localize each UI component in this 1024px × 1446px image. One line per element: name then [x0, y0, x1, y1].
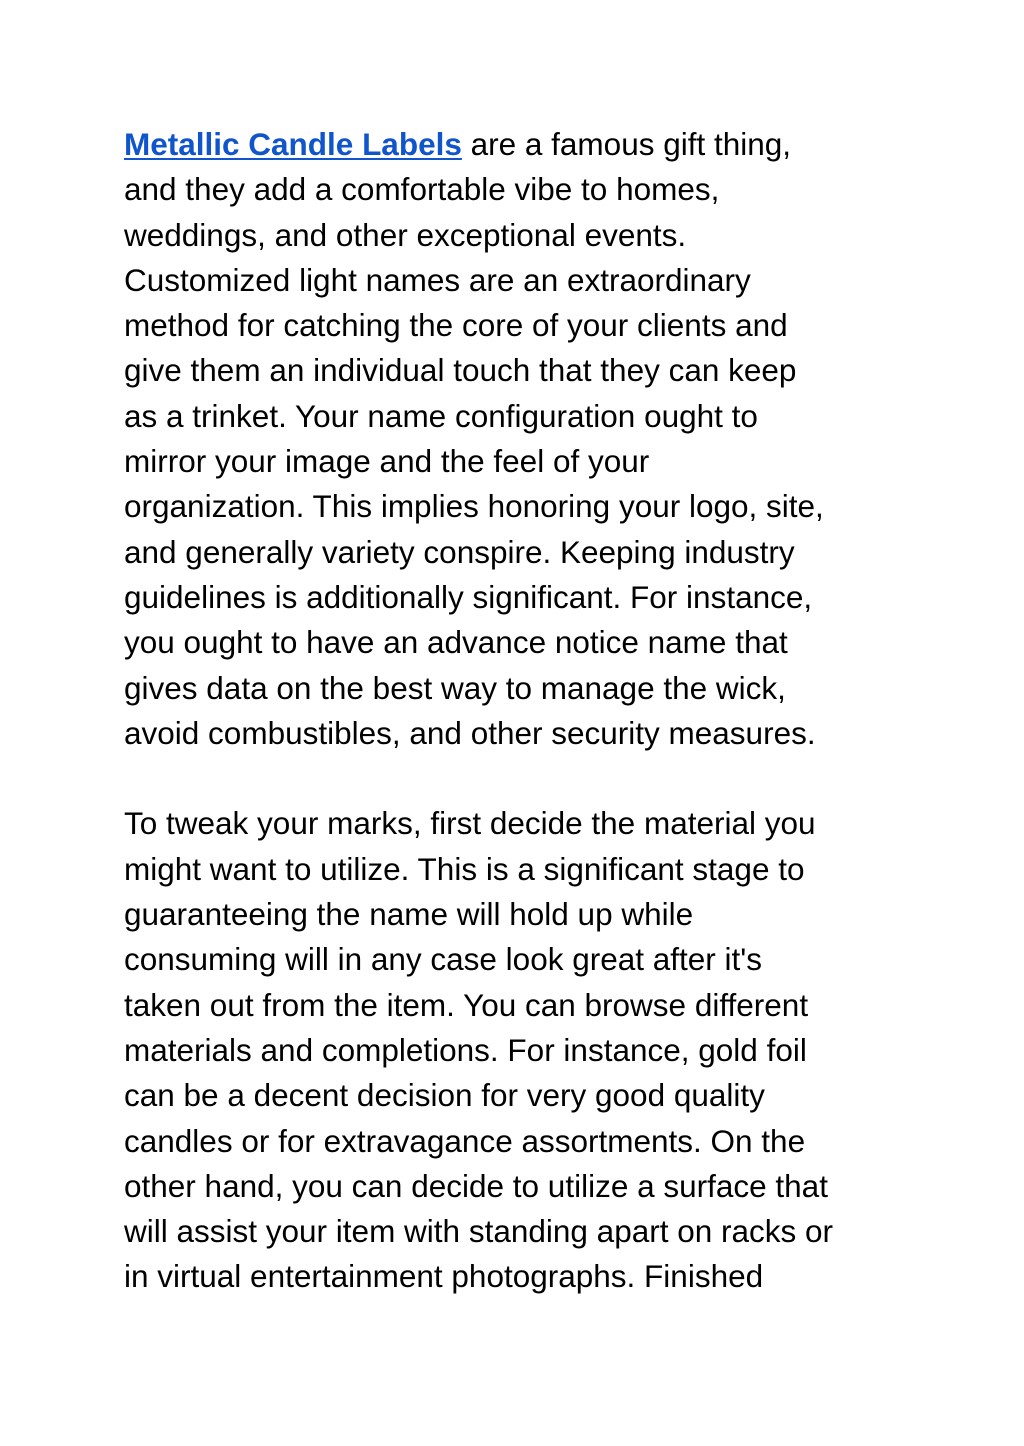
- paragraph-line: guaranteeing the name will hold up while: [124, 896, 694, 933]
- paragraph-line: Customized light names are an extraordinary: [124, 261, 751, 298]
- paragraph-line: gives data on the best way to manage the wick,: [124, 669, 786, 706]
- paragraph-2: [124, 801, 914, 1299]
- line-text: are a famous gift thing,: [461, 126, 792, 162]
- paragraph-line: [124, 122, 914, 167]
- paragraph-line: guidelines is additionally significant. For instance,: [124, 578, 813, 615]
- paragraph-line: weddings, and other exceptional events.: [124, 216, 687, 253]
- paragraph-line: mirror your image and the feel of your: [124, 443, 650, 480]
- paragraph-line: To tweak your marks, first decide the material you: [124, 805, 816, 842]
- paragraph-line: give them an individual touch that they can keep: [124, 352, 797, 389]
- paragraph-1: [124, 122, 914, 756]
- paragraph-line: candles or for extravagance assortments. On the: [124, 1122, 806, 1159]
- paragraph-line: will assist your item with standing apart on racks or: [124, 1213, 834, 1250]
- paragraph-line: materials and completions. For instance, gold foil: [124, 1031, 807, 1068]
- paragraph-line: in virtual entertainment photographs. Finished: [124, 1258, 764, 1295]
- document-body: [124, 122, 914, 1300]
- paragraph-line: might want to utilize. This is a significant stage to: [124, 850, 805, 887]
- paragraph-line: and generally variety conspire. Keeping industry: [124, 533, 795, 570]
- paragraph-line: and they add a comfortable vibe to homes,: [124, 171, 720, 208]
- metallic-candle-labels-link[interactable]: Metallic Candle Labels: [124, 126, 462, 162]
- paragraph-line: avoid combustibles, and other security measures.: [124, 714, 816, 751]
- paragraph-line: other hand, you can decide to utilize a surface that: [124, 1167, 828, 1204]
- paragraph-line: taken out from the item. You can browse different: [124, 986, 809, 1023]
- paragraph-line: you ought to have an advance notice name that: [124, 624, 788, 661]
- paragraph-line: can be a decent decision for very good quality: [124, 1077, 765, 1114]
- paragraph-line: as a trinket. Your name configuration ought to: [124, 397, 758, 434]
- paragraph-line: consuming will in any case look great after it's: [124, 941, 763, 978]
- paragraph-line: organization. This implies honoring your logo, site,: [124, 488, 824, 525]
- paragraph-line: method for catching the core of your clients and: [124, 307, 788, 344]
